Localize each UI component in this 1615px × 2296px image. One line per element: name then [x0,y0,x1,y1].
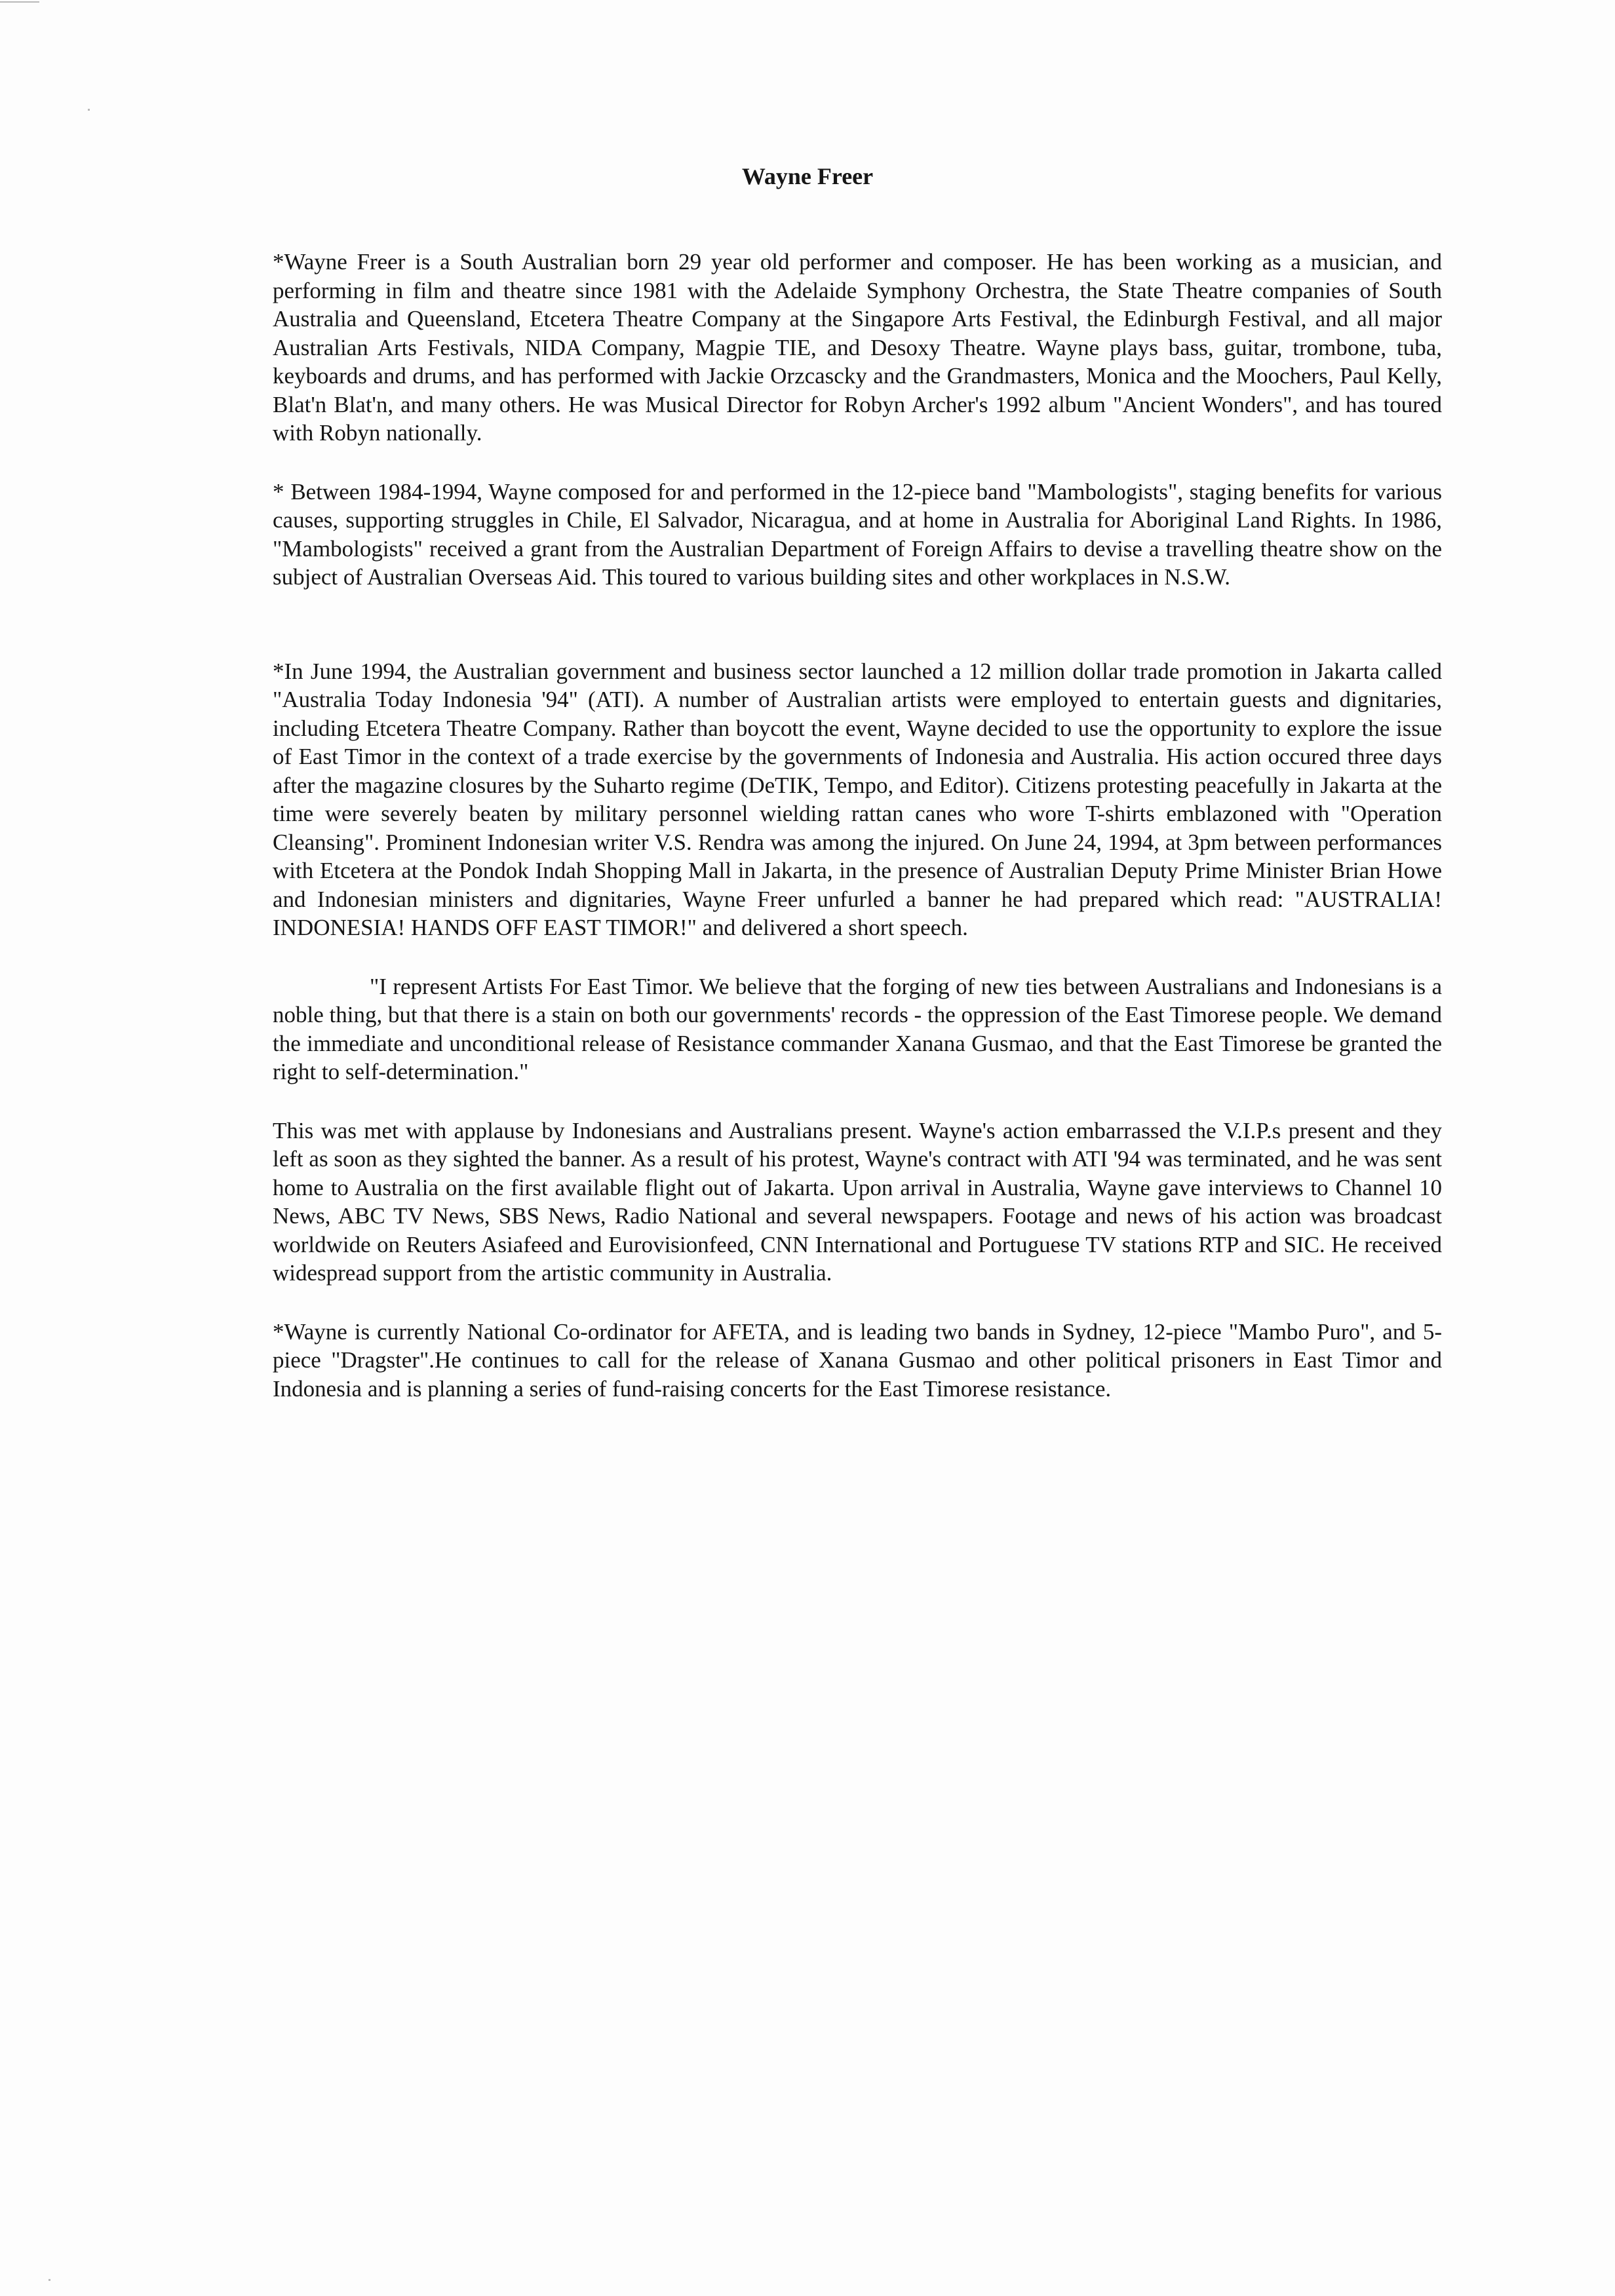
document-body [273,248,1442,1403]
paragraph-current-activities: *Wayne is currently National Co-ordinator for AFETA, and is leading two bands in Sydney, 12-piece "Mambo Puro", and 5-piece "Dragster".He continues to call for the release of Xanana Gusmao and other political prisoners in East Timor and Indonesia and is planning a series of fund-raising concerts for the East Timorese resistance. [273,1318,1442,1402]
paragraph-speech-quote: "I represent Artists For East Timor. We believe that the forging of new ties between Australians and Indonesians is a noble thing, but that there is a stain on both our governments' records - the oppression of the East Timorese people. We demand the immediate and unconditional release of Resistance commander Xanana Gusmao, and that the East Timorese be granted the right to self-determination." [273,973,1442,1084]
scan-artifact [0,1,39,3]
scan-artifact [88,109,90,111]
paragraph-mambologists: * Between 1984-1994, Wayne composed for and performed in the 12-piece band "Mambologists", staging benefits for various causes, supporting struggles in Chile, El Salvador, Nicaragua, and at home in Australia for Aboriginal Land Rights. In 1986, "Mambologists" received a grant from the Australian Department of Foreign Affairs to devise a travelling theatre show on the subject of Australian Overseas Aid. This toured to various building sites and other workplaces in N.S.W. [273,478,1442,590]
paragraph-jakarta-protest: *In June 1994, the Australian government and business sector launched a 12 million dollar trade promotion in Jakarta called "Australia Today Indonesia '94" (ATI). A number of Australian artists were employed to entertain guests and dignitaries, including Etcetera Theatre Company. Rather than boycott the event, Wayne decided to use the opportunity to explore the issue of East Timor in the context of a trade exercise by the governments of Indonesia and Australia. His action occured three days after the magazine closures by the Suharto regime (DeTIK, Tempo, and Editor). Citizens protesting peacefully in Jakarta at the time were severely beaten by military personnel wielding rattan canes who wore T-shirts emblazoned with "Operation Cleansing". Prominent Indonesian writer V.S. Rendra was among the injured. On June 24, 1994, at 3pm between performances with Etcetera at the Pondok Indah Shopping Mall in Jakarta, in the presence of Australian Deputy Prime Minister Brian Howe and Indonesian ministers and dignitaries, Wayne Freer unfurled a banner he had prepared which read: "AUSTRALIA! INDONESIA! HANDS OFF EAST TIMOR!" and delivered a short speech. [273,658,1442,940]
paragraph-biography: *Wayne Freer is a South Australian born 29 year old performer and composer. He has been working as a musician, and performing in film and theatre since 1981 with the Adelaide Symphony Orchestra, the State Theatre companies of South Australia and Queensland, Etcetera Theatre Company at the Singapore Arts Festival, the Edinburgh Festival, and all major Australian Arts Festivals, NIDA Company, Magpie TIE, and Desoxy Theatre. Wayne plays bass, guitar, trombone, tuba, keyboards and drums, and has performed with Jackie Orzcascky and the Grandmasters, Monica and the Moochers, Paul Kelly, Blat'n Blat'n, and many others. He was Musical Director for Robyn Archer's 1992 album "Ancient Wonders", and has toured with Robyn nationally. [273,249,1442,446]
paragraph-aftermath: This was met with applause by Indonesians and Australians present. Wayne's action embarrassed the V.I.P.s present and they left as soon as they sighted the banner. As a result of his protest, Wayne's contract with ATI '94 was terminated, and he was sent home to Australia on the first available flight out of Jakarta. Upon arrival in Australia, Wayne gave interviews to Channel 10 News, ABC TV News, SBS News, Radio National and several newspapers. Footage and news of his action was broadcast worldwide on Reuters Asiafeed and Eurovisionfeed, CNN International and Portuguese TV stations RTP and SIC. He received widespread support from the artistic community in Australia. [273,1117,1442,1286]
document-title: Wayne Freer [741,163,874,189]
scan-artifact [49,2279,50,2281]
